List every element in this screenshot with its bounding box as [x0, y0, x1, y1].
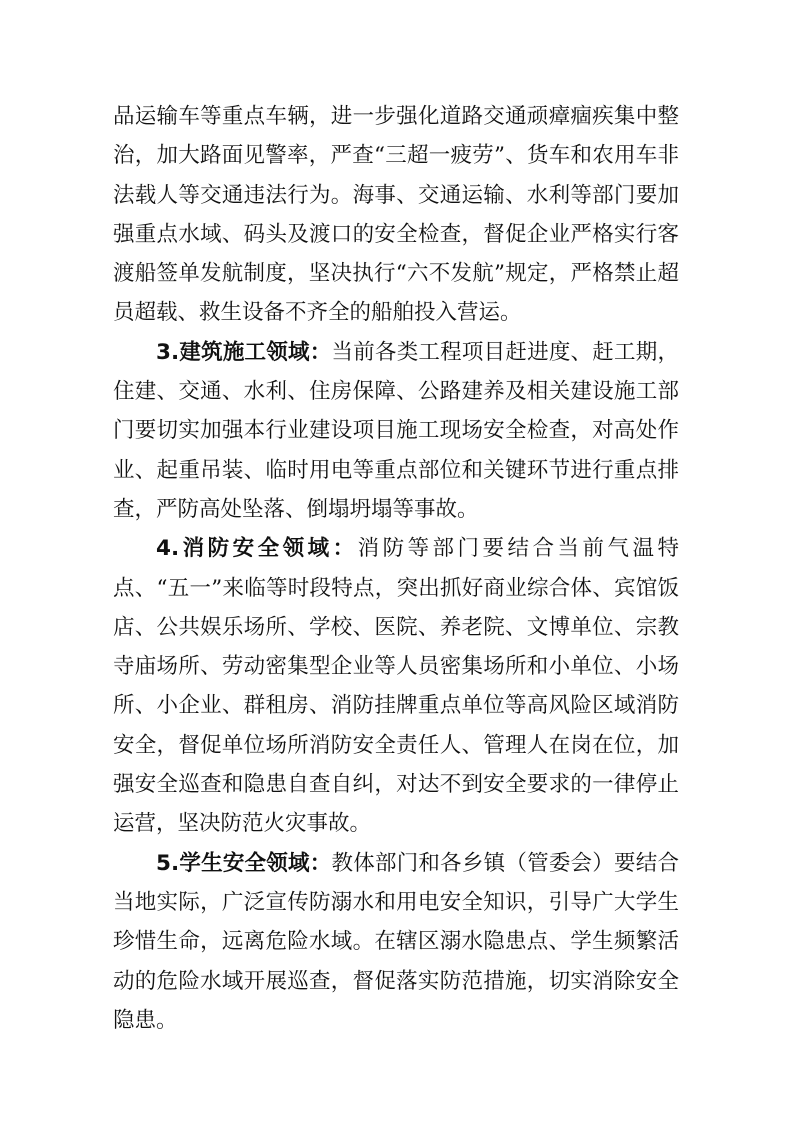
- document-body: [113, 97, 679, 1040]
- section-heading-fire-safety: 4.消防安全领域：: [156, 536, 358, 562]
- paragraph-text: 消防等部门要结合当前气温特点、“五一”来临等时段特点，突出抓好商业综合体、宾馆饭店、公共娱乐场所、学校、医院、养老院、文博单位、宗教寺庙场所、劳动密集型企业等人员密集场所和小单位、小场所、小企业、群租房、消防挂牌重点单位等高风险区域消防安全，督促单位场所消防安全责任人、管理人在岗在位，加强安全巡查和隐患自查自纠，对达不到安全要求的一律停止运营，坚决防范火灾事故。: [113, 536, 679, 837]
- paragraph-student-safety: [113, 844, 679, 1040]
- section-heading-construction: 3.建筑施工领域：: [156, 339, 332, 365]
- paragraph-text: 教体部门和各乡镇（管委会）要结合当地实际，广泛宣传防溺水和用电安全知识，引导广大学生珍惜生命，远离危险水域。在辖区溺水隐患点、学生频繁活动的危险水域开展巡查，督促落实防范措施，切实消除安全隐患。: [113, 850, 679, 1033]
- paragraph-road-water-transport: [113, 97, 679, 333]
- section-heading-student-safety: 5.学生安全领域：: [156, 850, 332, 876]
- paragraph-construction: [113, 333, 679, 529]
- paragraph-text: 当前各类工程项目赶进度、赶工期，住建、交通、水利、住房保障、公路建养及相关建设施工部门要切实加强本行业建设项目施工现场安全检查，对高处作业、起重吊装、临时用电等重点部位和关键环节进行重点排查，严防高处坠落、倒塌坍塌等事故。: [113, 339, 679, 522]
- paragraph-text: 品运输车等重点车辆，进一步强化道路交通顽瘴痼疾集中整治，加大路面见警率，严查“三超一疲劳”、货车和农用车非法载人等交通违法行为。海事、交通运输、水利等部门要加强重点水域、码头及渡口的安全检查，督促企业严格实行客渡船签单发航制度，坚决执行“六不发航”规定，严格禁止超员超载、救生设备不齐全的船舶投入营运。: [113, 104, 679, 326]
- paragraph-fire-safety: [113, 529, 679, 843]
